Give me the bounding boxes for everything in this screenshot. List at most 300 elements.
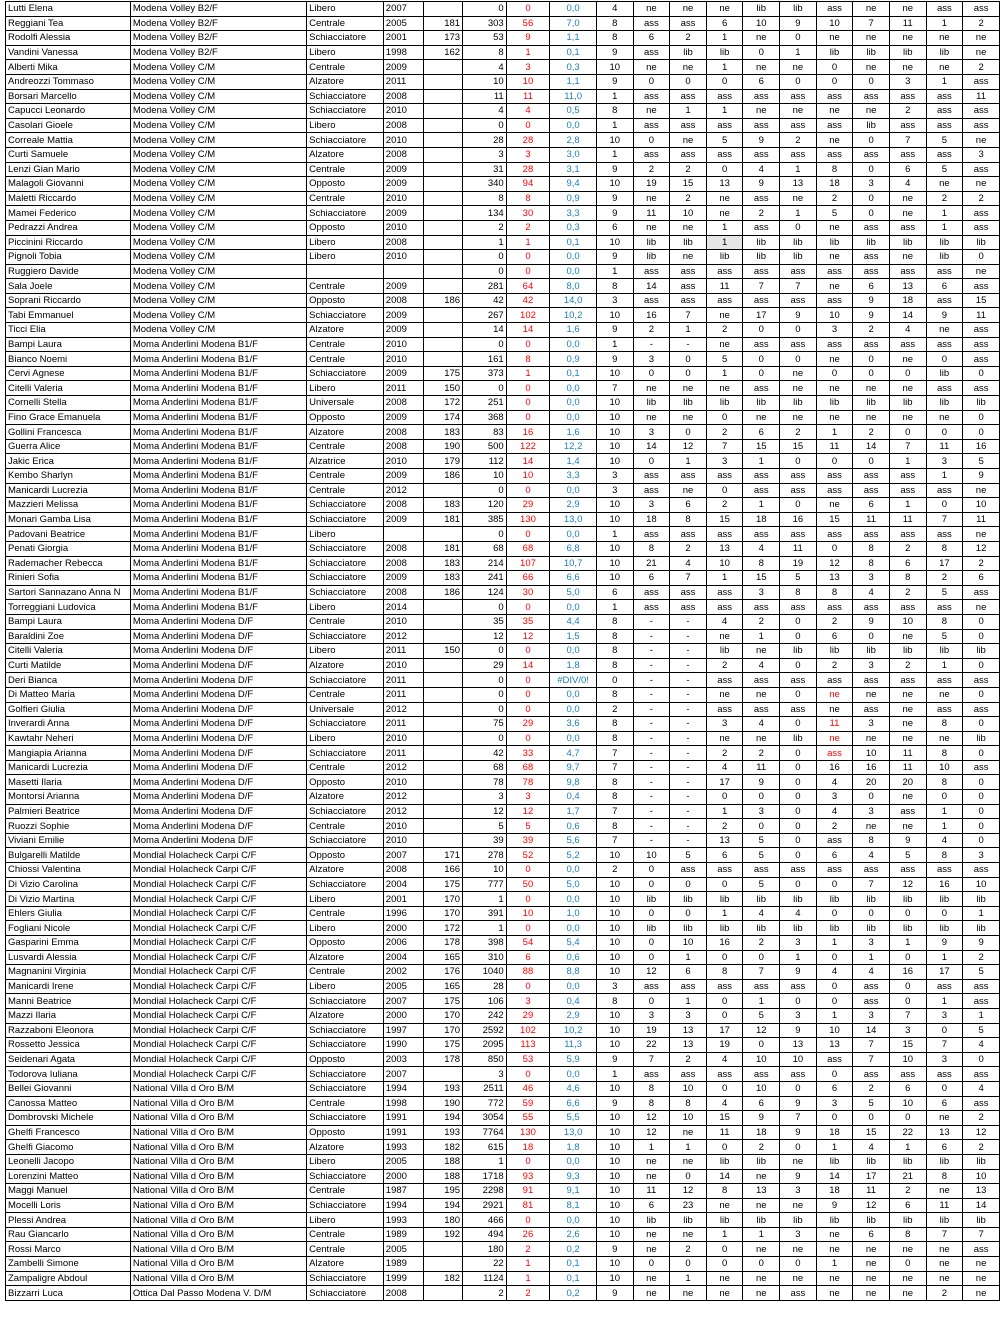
table-cell[interactable]: 0	[853, 629, 890, 644]
table-cell[interactable]: ass	[706, 89, 743, 104]
table-cell[interactable]: 13	[816, 1038, 853, 1053]
table-cell[interactable]: ne	[889, 381, 926, 396]
table-cell[interactable]: 175	[423, 994, 463, 1009]
table-cell[interactable]: 8	[597, 31, 634, 46]
table-cell[interactable]: Manni Beatrice	[6, 994, 131, 1009]
table-cell[interactable]: 0,0	[550, 527, 597, 542]
table-cell[interactable]: 10	[597, 877, 634, 892]
table-cell[interactable]: 68	[463, 541, 507, 556]
table-cell[interactable]: Schiacciatore	[307, 1038, 384, 1053]
table-cell[interactable]: 615	[463, 1140, 507, 1155]
table-cell[interactable]: 11	[463, 89, 507, 104]
table-cell[interactable]: Modena Volley C/M	[130, 133, 306, 148]
table-cell[interactable]: 3	[633, 498, 670, 513]
table-cell[interactable]	[423, 191, 463, 206]
table-cell[interactable]: 1	[926, 950, 963, 965]
table-cell[interactable]: 2	[743, 746, 780, 761]
table-cell[interactable]: ne	[706, 337, 743, 352]
table-cell[interactable]: 181	[423, 512, 463, 527]
table-cell[interactable]: 10	[889, 614, 926, 629]
table-cell[interactable]: 9	[853, 614, 890, 629]
table-cell[interactable]: Mondial Holacheck Carpi C/F	[130, 863, 306, 878]
table-cell[interactable]: ass	[889, 337, 926, 352]
table-cell[interactable]: Leonelli Jacopo	[6, 1154, 131, 1169]
table-cell[interactable]: ass	[670, 527, 707, 542]
table-cell[interactable]: lib	[670, 921, 707, 936]
table-cell[interactable]: ass	[780, 863, 817, 878]
table-cell[interactable]: -	[633, 629, 670, 644]
table-cell[interactable]: ass	[670, 1067, 707, 1082]
table-cell[interactable]: 8	[670, 512, 707, 527]
table-cell[interactable]: ne	[816, 250, 853, 265]
table-cell[interactable]: 2005	[383, 1154, 423, 1169]
table-cell[interactable]: Modena Volley C/M	[130, 323, 306, 338]
table-cell[interactable]: ass	[743, 147, 780, 162]
table-cell[interactable]: 0,0	[550, 118, 597, 133]
table-cell[interactable]: 11	[963, 308, 1000, 323]
table-cell[interactable]: 2004	[383, 877, 423, 892]
table-cell[interactable]: 46	[506, 1081, 550, 1096]
table-cell[interactable]: 2009	[383, 366, 423, 381]
table-cell[interactable]: -	[633, 717, 670, 732]
table-cell[interactable]: 14	[853, 439, 890, 454]
table-cell[interactable]: ass	[963, 2, 1000, 17]
table-cell[interactable]: Alzatore	[307, 1008, 384, 1023]
table-cell[interactable]: 0	[889, 425, 926, 440]
table-cell[interactable]: Bianco Noemi	[6, 352, 131, 367]
table-cell[interactable]: ass	[963, 220, 1000, 235]
table-cell[interactable]: 8	[633, 1081, 670, 1096]
table-cell[interactable]: 0	[706, 1257, 743, 1272]
table-cell[interactable]: -	[670, 775, 707, 790]
table-cell[interactable]: lib	[889, 921, 926, 936]
table-cell[interactable]: lib	[853, 45, 890, 60]
table-cell[interactable]: 1,0	[550, 906, 597, 921]
table-cell[interactable]: 4,7	[550, 746, 597, 761]
table-cell[interactable]: 0	[706, 1008, 743, 1023]
table-cell[interactable]: ass	[963, 760, 1000, 775]
table-cell[interactable]: 1	[706, 804, 743, 819]
table-cell[interactable]: 9,3	[550, 1169, 597, 1184]
table-cell[interactable]: 2009	[383, 469, 423, 484]
table-cell[interactable]: 175	[423, 877, 463, 892]
table-cell[interactable]: ne	[889, 352, 926, 367]
table-cell[interactable]: ass	[816, 673, 853, 688]
table-cell[interactable]: lib	[743, 1154, 780, 1169]
table-cell[interactable]: 1	[926, 804, 963, 819]
table-cell[interactable]: ass	[780, 293, 817, 308]
table-cell[interactable]: ne	[816, 1242, 853, 1257]
table-cell[interactable]: 1124	[463, 1271, 507, 1286]
table-cell[interactable]: lib	[926, 396, 963, 411]
table-cell[interactable]: 10	[597, 133, 634, 148]
table-cell[interactable]: 39	[506, 833, 550, 848]
table-cell[interactable]: 0	[506, 527, 550, 542]
table-cell[interactable]: Centrale	[307, 16, 384, 31]
table-cell[interactable]: 9	[743, 775, 780, 790]
table-cell[interactable]: Manicardi Lucrezia	[6, 483, 131, 498]
table-cell[interactable]: 10	[889, 1096, 926, 1111]
table-cell[interactable]	[423, 1286, 463, 1301]
table-cell[interactable]: 2	[963, 16, 1000, 31]
table-cell[interactable]: ass	[963, 74, 1000, 89]
table-cell[interactable]: 11	[816, 439, 853, 454]
table-cell[interactable]: ne	[889, 2, 926, 17]
table-cell[interactable]: Pedrazzi Andrea	[6, 220, 131, 235]
table-cell[interactable]: -	[633, 687, 670, 702]
table-cell[interactable]: ass	[706, 147, 743, 162]
table-cell[interactable]: 190	[423, 439, 463, 454]
table-cell[interactable]: National Villa d Oro B/M	[130, 1242, 306, 1257]
table-cell[interactable]: 0	[780, 746, 817, 761]
table-cell[interactable]: 0	[463, 264, 507, 279]
table-cell[interactable]: Curti Samuele	[6, 147, 131, 162]
table-cell[interactable]: ass	[853, 702, 890, 717]
table-cell[interactable]: 1,1	[550, 74, 597, 89]
table-cell[interactable]: 2	[506, 1286, 550, 1301]
table-cell[interactable]: 6	[597, 220, 634, 235]
table-cell[interactable]	[383, 264, 423, 279]
table-cell[interactable]: 7	[926, 1038, 963, 1053]
table-cell[interactable]: Moma Anderlini Modena D/F	[130, 658, 306, 673]
table-cell[interactable]: Modena Volley C/M	[130, 74, 306, 89]
table-cell[interactable]: lib	[780, 921, 817, 936]
table-cell[interactable]: 1718	[463, 1169, 507, 1184]
table-cell[interactable]: Mondial Holacheck Carpi C/F	[130, 965, 306, 980]
table-cell[interactable]: 2009	[383, 279, 423, 294]
table-cell[interactable]: 1	[926, 819, 963, 834]
table-cell[interactable]: 5	[743, 848, 780, 863]
table-cell[interactable]: Maletti Riccardo	[6, 191, 131, 206]
table-cell[interactable]: 8	[926, 848, 963, 863]
table-cell[interactable]: ass	[633, 585, 670, 600]
table-cell[interactable]: Mondial Holacheck Carpi C/F	[130, 906, 306, 921]
table-cell[interactable]: 0	[743, 45, 780, 60]
table-cell[interactable]: ne	[816, 1271, 853, 1286]
table-cell[interactable]: 23	[670, 1198, 707, 1213]
table-cell[interactable]: Centrale	[307, 965, 384, 980]
table-cell[interactable]: 2	[816, 819, 853, 834]
table-cell[interactable]: Moma Anderlini Modena B1/F	[130, 454, 306, 469]
table-cell[interactable]: -	[670, 337, 707, 352]
table-cell[interactable]: -	[633, 819, 670, 834]
table-cell[interactable]: 15	[780, 439, 817, 454]
table-cell[interactable]: 9	[780, 1096, 817, 1111]
table-cell[interactable]: Lorenzini Matteo	[6, 1169, 131, 1184]
table-cell[interactable]: Opposto	[307, 410, 384, 425]
table-cell[interactable]: 0	[463, 673, 507, 688]
table-cell[interactable]: 12	[853, 1198, 890, 1213]
table-cell[interactable]: 6	[889, 1198, 926, 1213]
table-cell[interactable]: lib	[743, 2, 780, 17]
table-cell[interactable]: ne	[816, 220, 853, 235]
table-cell[interactable]: 3	[670, 1008, 707, 1023]
table-cell[interactable]: ne	[926, 731, 963, 746]
table-cell[interactable]: 0,6	[550, 819, 597, 834]
table-cell[interactable]: Moma Anderlini Modena B1/F	[130, 366, 306, 381]
table-cell[interactable]: Moma Anderlini Modena B1/F	[130, 600, 306, 615]
table-cell[interactable]	[423, 337, 463, 352]
table-cell[interactable]: 1998	[383, 1096, 423, 1111]
table-cell[interactable]: ne	[706, 1286, 743, 1301]
table-cell[interactable]: ne	[853, 60, 890, 75]
table-cell[interactable]: 0	[780, 323, 817, 338]
table-cell[interactable]: 1	[780, 950, 817, 965]
table-cell[interactable]: 0	[706, 1081, 743, 1096]
table-cell[interactable]: 10	[597, 1125, 634, 1140]
table-cell[interactable]: 0	[853, 906, 890, 921]
table-cell[interactable]: lib	[780, 250, 817, 265]
table-cell[interactable]: 10	[597, 498, 634, 513]
table-cell[interactable]: ne	[889, 629, 926, 644]
table-cell[interactable]: -	[633, 804, 670, 819]
table-cell[interactable]: 56	[506, 16, 550, 31]
table-cell[interactable]: Bellei Giovanni	[6, 1081, 131, 1096]
table-cell[interactable]: 11,3	[550, 1038, 597, 1053]
table-cell[interactable]: Schiacciatore	[307, 1067, 384, 1082]
table-cell[interactable]: 7	[597, 833, 634, 848]
table-cell[interactable]: 8	[463, 45, 507, 60]
table-cell[interactable]: 2010	[383, 220, 423, 235]
table-cell[interactable]: 12	[963, 541, 1000, 556]
table-cell[interactable]: 0	[963, 804, 1000, 819]
table-cell[interactable]: ne	[706, 381, 743, 396]
table-cell[interactable]: 2008	[383, 425, 423, 440]
table-cell[interactable]: Modena Volley C/M	[130, 162, 306, 177]
table-cell[interactable]: Moma Anderlini Modena D/F	[130, 702, 306, 717]
table-cell[interactable]: -	[633, 702, 670, 717]
table-cell[interactable]: 0	[706, 483, 743, 498]
table-cell[interactable]: ne	[816, 498, 853, 513]
table-cell[interactable]: ne	[780, 191, 817, 206]
table-cell[interactable]: 0	[853, 133, 890, 148]
table-cell[interactable]: ne	[853, 687, 890, 702]
table-cell[interactable]: 10	[597, 541, 634, 556]
table-cell[interactable]: 6	[706, 16, 743, 31]
table-cell[interactable]: 12	[963, 1125, 1000, 1140]
table-cell[interactable]: 124	[463, 585, 507, 600]
table-cell[interactable]: ne	[633, 381, 670, 396]
table-cell[interactable]: 7	[633, 1052, 670, 1067]
table-cell[interactable]: 2,6	[550, 1227, 597, 1242]
table-cell[interactable]: 3	[463, 1067, 507, 1082]
table-cell[interactable]: lib	[816, 892, 853, 907]
table-cell[interactable]: 1	[889, 1140, 926, 1155]
table-cell[interactable]: 15	[706, 1111, 743, 1126]
table-cell[interactable]: 1994	[383, 1081, 423, 1096]
table-cell[interactable]: 0	[506, 410, 550, 425]
table-cell[interactable]: 8	[743, 556, 780, 571]
table-cell[interactable]: 170	[423, 1008, 463, 1023]
table-cell[interactable]: 0	[816, 1067, 853, 1082]
table-cell[interactable]: 5	[743, 877, 780, 892]
table-cell[interactable]	[423, 731, 463, 746]
table-cell[interactable]: ass	[816, 147, 853, 162]
table-cell[interactable]: Centrale	[307, 1227, 384, 1242]
table-cell[interactable]: 193	[423, 1125, 463, 1140]
table-cell[interactable]: Moma Anderlini Modena D/F	[130, 644, 306, 659]
table-cell[interactable]: 5,5	[550, 1111, 597, 1126]
table-cell[interactable]: 9	[780, 1125, 817, 1140]
table-cell[interactable]: 2005	[383, 1242, 423, 1257]
table-cell[interactable]: ne	[926, 177, 963, 192]
table-cell[interactable]: 0	[706, 994, 743, 1009]
table-cell[interactable]: National Villa d Oro B/M	[130, 1096, 306, 1111]
table-cell[interactable]: 11	[889, 760, 926, 775]
table-cell[interactable]: ass	[963, 381, 1000, 396]
table-cell[interactable]: 0	[963, 790, 1000, 805]
table-cell[interactable]: Mondial Holacheck Carpi C/F	[130, 1023, 306, 1038]
table-cell[interactable]: 2	[889, 541, 926, 556]
table-cell[interactable]: ne	[853, 1286, 890, 1301]
table-cell[interactable]: ne	[670, 1125, 707, 1140]
table-cell[interactable]: Golfieri Giulia	[6, 702, 131, 717]
table-cell[interactable]: Moma Anderlini Modena B1/F	[130, 410, 306, 425]
table-cell[interactable]: 2	[963, 191, 1000, 206]
table-cell[interactable]: 10	[743, 1081, 780, 1096]
table-cell[interactable]: 6,8	[550, 541, 597, 556]
table-cell[interactable]: 2010	[383, 191, 423, 206]
table-cell[interactable]: 8	[706, 1184, 743, 1199]
table-cell[interactable]: -	[633, 731, 670, 746]
table-cell[interactable]: 0,0	[550, 1067, 597, 1082]
table-cell[interactable]: 21	[633, 556, 670, 571]
table-cell[interactable]: Schiacciatore	[307, 804, 384, 819]
table-cell[interactable]: 10	[597, 366, 634, 381]
table-cell[interactable]: 1,7	[550, 804, 597, 819]
table-cell[interactable]: 1	[926, 74, 963, 89]
table-cell[interactable]: 10	[597, 410, 634, 425]
table-cell[interactable]: 2009	[383, 512, 423, 527]
table-cell[interactable]: 0	[780, 877, 817, 892]
table-cell[interactable]: 3	[780, 936, 817, 951]
table-cell[interactable]: ne	[780, 104, 817, 119]
table-cell[interactable]: ne	[633, 2, 670, 17]
table-cell[interactable]: 5	[963, 965, 1000, 980]
table-cell[interactable]: 13	[706, 541, 743, 556]
table-cell[interactable]: 11	[889, 512, 926, 527]
table-cell[interactable]: lib	[743, 250, 780, 265]
table-cell[interactable]: 0,3	[550, 60, 597, 75]
table-cell[interactable]: ne	[889, 687, 926, 702]
table-cell[interactable]: ne	[670, 1227, 707, 1242]
table-cell[interactable]: 3	[853, 936, 890, 951]
table-cell[interactable]: 1	[926, 658, 963, 673]
table-cell[interactable]: ass	[780, 1286, 817, 1301]
table-cell[interactable]: National Villa d Oro B/M	[130, 1213, 306, 1228]
table-cell[interactable]: Libero	[307, 600, 384, 615]
table-cell[interactable]: 2	[463, 220, 507, 235]
table-cell[interactable]: 11	[926, 1198, 963, 1213]
table-cell[interactable]: 303	[463, 16, 507, 31]
table-cell[interactable]: 7	[597, 760, 634, 775]
table-cell[interactable]: -	[670, 687, 707, 702]
table-cell[interactable]: ne	[926, 60, 963, 75]
table-cell[interactable]: 10	[670, 936, 707, 951]
table-cell[interactable]: ne	[670, 381, 707, 396]
table-cell[interactable]: ass	[816, 293, 853, 308]
table-cell[interactable]: 8	[780, 585, 817, 600]
table-cell[interactable]: ne	[816, 279, 853, 294]
table-cell[interactable]: 251	[463, 396, 507, 411]
table-cell[interactable]: 1	[670, 994, 707, 1009]
table-cell[interactable]: 0	[670, 877, 707, 892]
table-cell[interactable]: 7	[926, 1227, 963, 1242]
table-cell[interactable]: 2009	[383, 323, 423, 338]
table-cell[interactable]: Viviani Emilie	[6, 833, 131, 848]
table-cell[interactable]: 10	[597, 1154, 634, 1169]
table-cell[interactable]: Libero	[307, 1213, 384, 1228]
table-cell[interactable]: ass	[633, 16, 670, 31]
table-cell[interactable]	[423, 264, 463, 279]
table-cell[interactable]: ass	[926, 104, 963, 119]
table-cell[interactable]: lib	[816, 45, 853, 60]
table-cell[interactable]: 2000	[383, 1008, 423, 1023]
table-cell[interactable]: 1989	[383, 1227, 423, 1242]
table-cell[interactable]: 5	[506, 819, 550, 834]
table-cell[interactable]: ass	[633, 293, 670, 308]
table-cell[interactable]: 0	[633, 936, 670, 951]
table-cell[interactable]: ne	[633, 104, 670, 119]
table-cell[interactable]: 28	[463, 979, 507, 994]
table-cell[interactable]: 1999	[383, 1271, 423, 1286]
table-cell[interactable]: 0	[670, 1169, 707, 1184]
table-cell[interactable]: 10	[597, 848, 634, 863]
table-cell[interactable]: 173	[423, 31, 463, 46]
table-cell[interactable]: Reggiani Tea	[6, 16, 131, 31]
table-cell[interactable]: National Villa d Oro B/M	[130, 1140, 306, 1155]
table-cell[interactable]: 16	[780, 512, 817, 527]
table-cell[interactable]: Libero	[307, 921, 384, 936]
table-cell[interactable]: 18	[816, 1184, 853, 1199]
table-cell[interactable]: Borsari Marcello	[6, 89, 131, 104]
table-cell[interactable]: lib	[963, 921, 1000, 936]
table-cell[interactable]: 0	[463, 483, 507, 498]
table-cell[interactable]: ass	[706, 527, 743, 542]
table-cell[interactable]: 1	[816, 425, 853, 440]
table-cell[interactable]: 19	[780, 556, 817, 571]
table-cell[interactable]: Gollini Francesca	[6, 425, 131, 440]
table-cell[interactable]: ass	[633, 45, 670, 60]
table-cell[interactable]: ass	[963, 337, 1000, 352]
table-cell[interactable]: -	[670, 804, 707, 819]
table-cell[interactable]: 0	[506, 731, 550, 746]
table-cell[interactable]: 2010	[383, 775, 423, 790]
table-cell[interactable]: ass	[706, 702, 743, 717]
table-cell[interactable]: Centrale	[307, 760, 384, 775]
table-cell[interactable]: 10	[889, 1052, 926, 1067]
table-cell[interactable]: ne	[926, 31, 963, 46]
table-cell[interactable]	[423, 104, 463, 119]
table-cell[interactable]: 6	[706, 848, 743, 863]
table-cell[interactable]: 11	[889, 16, 926, 31]
table-cell[interactable]: 8	[597, 731, 634, 746]
table-cell[interactable]: 0,0	[550, 921, 597, 936]
table-cell[interactable]: Moma Anderlini Modena D/F	[130, 673, 306, 688]
table-cell[interactable]: 0	[706, 950, 743, 965]
table-cell[interactable]: 340	[463, 177, 507, 192]
table-cell[interactable]: 5	[780, 571, 817, 586]
table-cell[interactable]: 0	[963, 687, 1000, 702]
table-cell[interactable]: 2012	[383, 804, 423, 819]
table-cell[interactable]: 0	[780, 454, 817, 469]
table-cell[interactable]: 0	[463, 687, 507, 702]
table-cell[interactable]: 7	[743, 965, 780, 980]
table-cell[interactable]: 10	[597, 906, 634, 921]
table-cell[interactable]: 2	[506, 220, 550, 235]
table-cell[interactable]: 0,3	[550, 220, 597, 235]
table-cell[interactable]: 3	[853, 658, 890, 673]
